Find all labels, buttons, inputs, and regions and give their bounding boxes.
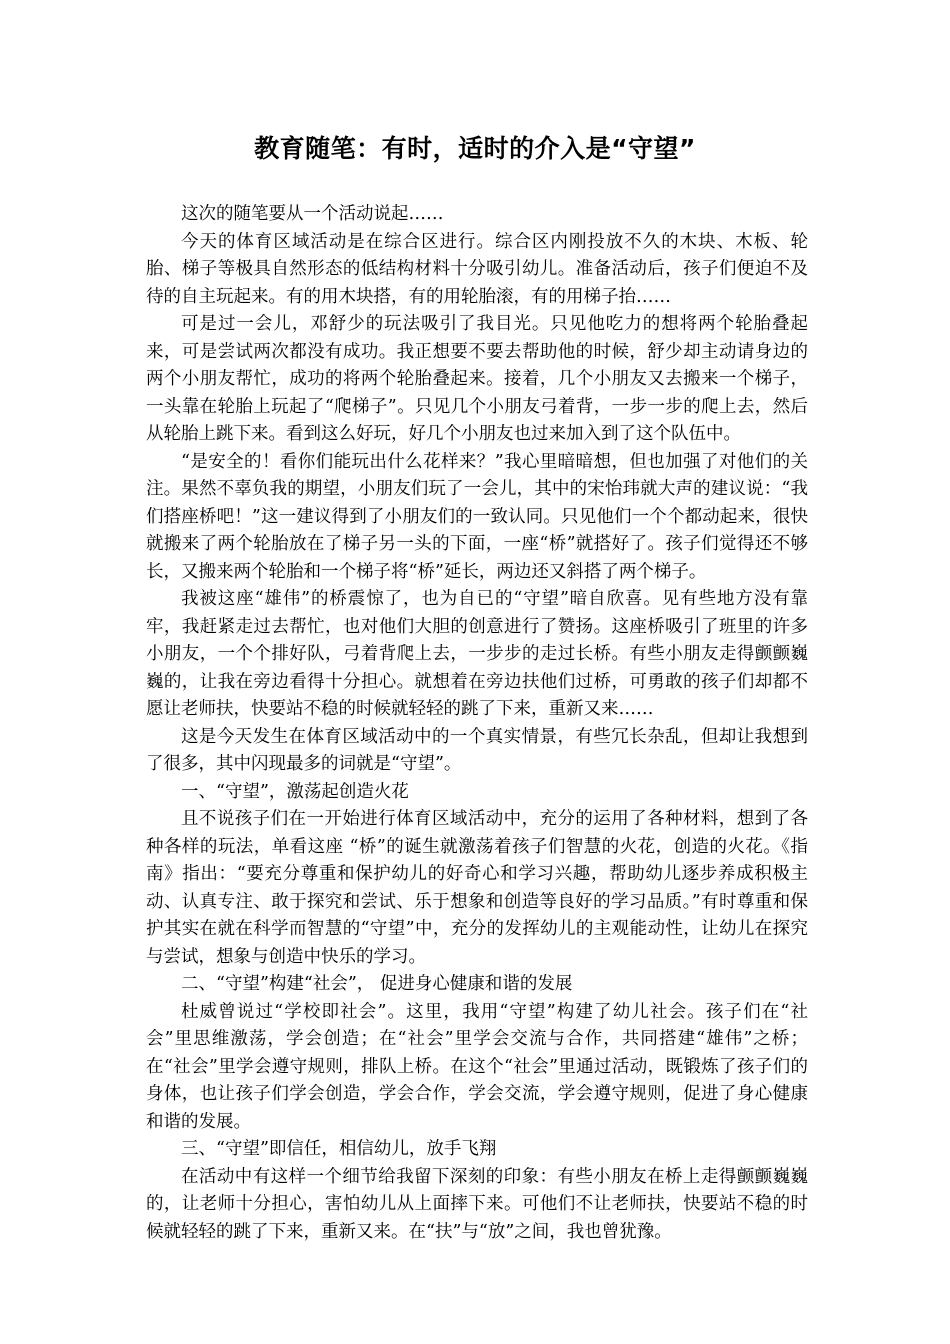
- section-heading: 一、“守望”，激荡起创造火花: [181, 781, 409, 802]
- section-heading: 三、“守望”即信任，相信幼儿，放手飞翔: [181, 1139, 497, 1159]
- paragraph: 可是过一会儿，邓舒少的玩法吸引了我目光。只见他吃力的想将两个轮胎叠起来，可是尝试两次都没有成功。我正想要不要去帮助他的时候，舒少却主动请身边的两个小朋友帮忙，成功的将两个轮胎叠起来。接着，几个小朋友又去搬来一个梯子，一头靠在轮胎上玩起了“爬梯子”。只见几个小朋友弓着背，一步一步的爬上去，然后从轮胎上跳下来。看到这么好玩，好几个小朋友也过来加入到了这个队伍中。: [146, 314, 808, 444]
- paragraph: “是安全的！看你们能玩出什么花样来？”我心里暗暗想，但也加强了对他们的关注。果然不辜负我的期望，小朋友们玩了一会儿，其中的宋怡玮就大声的建议说：“我们搭座桥吧！”这一建议得到了小朋友们的一致认同。只见他们一个个都动起来，很快就搬来了两个轮胎放在了梯子另一头的下面，一座“桥”就搭好了。孩子们觉得还不够长，又搬来两个轮胎和一个梯子将“桥”延长，两边还又斜搭了两个梯子。: [146, 451, 808, 582]
- section-heading: 二、“守望”构建“社会”， 促进身心健康和谐的发展: [181, 974, 573, 994]
- paragraph: 在活动中有这样一个细节给我留下深刻的印象：有些小朋友在桥上走得颤颤巍巍的，让老师十分担心，害怕幼儿从上面摔下来。可他们不让老师扶，快要站不稳的时候就轻轻的跳了下来，重新又来。在“扶”与“放”之间，我也曾犹豫。: [146, 1166, 808, 1242]
- paragraph: 我被这座“雄伟”的桥震惊了，也为自已的“守望”暗自欣喜。见有些地方没有靠牢，我赶紧走过去帮忙，也对他们大胆的创意进行了赞扬。这座桥吸引了班里的许多小朋友，一个个排好队，弓着背爬上去，一步步的走过长桥。有些小朋友走得颤颤巍巍的，让我在旁边看得十分担心。就想着在旁边扶他们过桥，可勇敢的孩子们却都不愿让老师扶，快要站不稳的时候就轻轻的跳了下来，重新又来……: [146, 589, 808, 719]
- paragraph: 这是今天发生在体育区域活动中的一个真实情景，有些冗长杂乱，但却让我想到了很多，其中闪现最多的词就是“守望”。: [146, 726, 808, 774]
- document-body: [146, 201, 808, 1246]
- paragraph: 杜威曾说过“学校即社会”。这里，我用“守望”构建了幼儿社会。孩子们在“社会”里思维激荡，学会创造；在“社会”里学会交流与合作，共同搭建“雄伟”之桥；在“社会”里学会遵守规则，排队上桥。在这个“社会”里通过活动，既锻炼了孩子们的身体，也让孩子们学会创造，学会合作，学会交流，学会遵守规则，促进了身心健康和谐的发展。: [146, 1001, 808, 1132]
- paragraph: 这次的随笔要从一个活动说起……: [181, 204, 444, 224]
- paragraph: 且不说孩子们在一开始进行体育区域活动中，充分的运用了各种材料，想到了各种各样的玩法，单看这座 “桥”的诞生就激荡着孩子们智慧的火花，创造的火花。《指南》指出：“要充分尊重和保护幼儿的好奇心和学习兴趣，帮助幼儿逐步养成积极主动、认真专注、敢于探究和尝试、乐于想象和创造等良好的学习品质。”有时尊重和保护其实在就在科学而智慧的“守望”中，充分的发挥幼儿的主观能动性，让幼儿在探究与尝试，想象与创造中快乐的学习。: [146, 809, 808, 967]
- document-title: 教育随笔：有时，适时的介入是“守望”: [254, 134, 696, 163]
- paragraph: 今天的体育区域活动是在综合区进行。综合区内刚投放不久的木块、木板、轮胎、梯子等极具自然形态的低结构材料十分吸引幼儿。准备活动后，孩子们便迫不及待的自主玩起来。有的用木块搭，有的用轮胎滚，有的用梯子抬……: [146, 231, 808, 307]
